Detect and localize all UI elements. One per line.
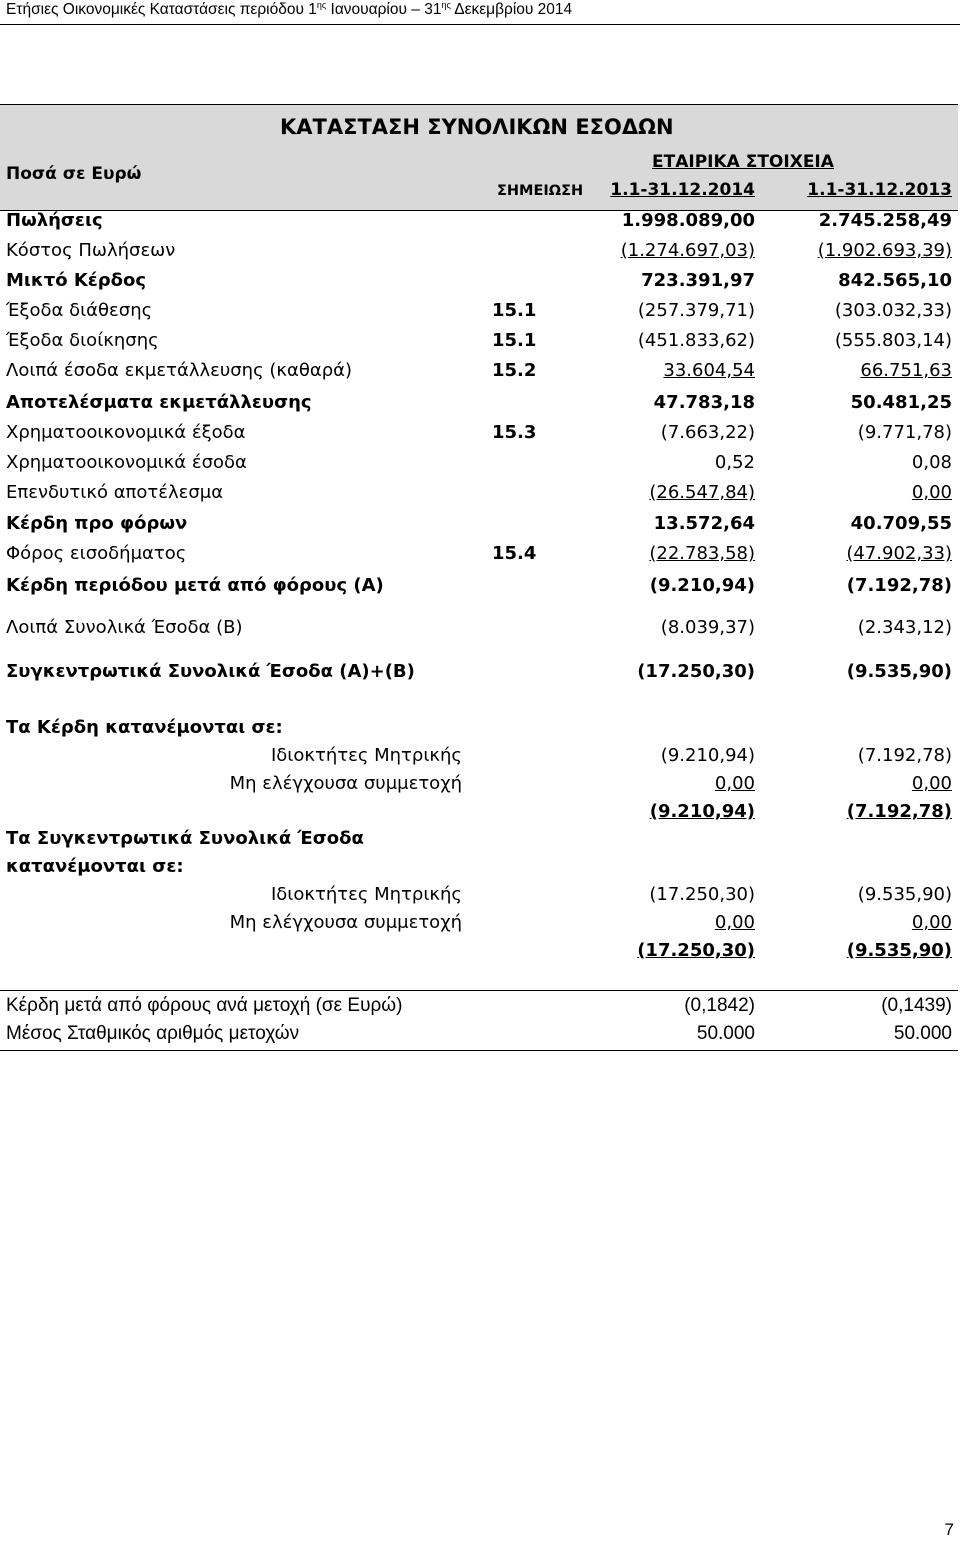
row-label: Μικτό Κέρδος [6, 270, 147, 291]
value-2013: (9.535,90) [846, 661, 952, 682]
note-column-header: ΣΗΜΕΙΩΣΗ [497, 183, 584, 199]
table-row [0, 452, 960, 480]
value-2014: 50.000 [696, 1023, 755, 1044]
company-data-label: ΕΤΑΙΡΙΚΑ ΣΤΟΙΧΕΙΑ [652, 152, 834, 172]
value-2013: 0,00 [911, 482, 952, 503]
table-row [0, 1023, 960, 1051]
amounts-label: Ποσά σε Ευρώ [6, 164, 142, 184]
total-2013: (9.535,90) [846, 940, 952, 961]
value-2014: (7.663,22) [660, 422, 755, 443]
value-2013: (9.771,78) [857, 422, 952, 443]
value-2013: (2.343,12) [857, 617, 952, 638]
table-row [0, 360, 960, 388]
row-label: Λοιπά έσοδα εκμετάλλευσης (καθαρά) [6, 360, 353, 381]
total-2014: (17.250,30) [637, 940, 755, 961]
running-title-part: Ετήσιες Οικονομικές Καταστάσεις περιόδου 1 [6, 1, 317, 19]
table-row [0, 543, 960, 571]
value-2013: (1.902.693,39) [817, 240, 952, 261]
row-label: Μη ελέγχουσα συμμετοχή [229, 773, 462, 794]
ci-allocation-heading [0, 828, 960, 856]
running-title-part: Ιανουαρίου – 31 [326, 1, 442, 19]
divider [0, 1050, 958, 1051]
value-2014: (1.274.697,03) [620, 240, 755, 261]
row-label: Φόρος εισοδήματος [6, 543, 187, 564]
table-row [0, 884, 960, 912]
ci-allocation-heading-line2 [0, 856, 960, 884]
row-label: Κέρδη περιόδου μετά από φόρους (Α) [6, 575, 384, 596]
table-row [0, 912, 960, 940]
note-ref: 15.4 [492, 543, 537, 564]
section-heading: Τα Συγκεντρωτικά Συνολικά Έσοδα [6, 828, 364, 849]
row-label: Συγκεντρωτικά Συνολικά Έσοδα (Α)+(Β) [6, 661, 415, 682]
shares-label: Μέσος Σταθμικός αριθμός μετοχών [6, 1023, 300, 1044]
value-2014: 47.783,18 [653, 392, 755, 413]
value-2013: (555.803,14) [834, 330, 952, 351]
value-2013: (9.535,90) [857, 884, 952, 905]
table-row [0, 270, 960, 298]
table-row [0, 330, 960, 358]
row-label: Πωλήσεις [6, 210, 103, 231]
table-row [0, 422, 960, 450]
table-row [0, 940, 960, 968]
superscript: ης [316, 0, 327, 10]
value-2014: (8.039,37) [660, 617, 755, 638]
value-2013: 0,00 [911, 773, 952, 794]
row-label: Ιδιοκτήτες Μητρικής [270, 884, 462, 905]
total-2013: (7.192,78) [846, 801, 952, 822]
note-ref: 15.1 [492, 330, 537, 351]
page-number: 7 [944, 1520, 954, 1539]
value-2013: (7.192,78) [846, 575, 952, 596]
row-label: Λοιπά Συνολικά Έσοδα (Β) [6, 617, 243, 638]
note-ref: 15.3 [492, 422, 537, 443]
value-2013: 66.751,63 [860, 360, 952, 381]
row-label: Χρηματοοικονομικά έσοδα [6, 452, 247, 473]
value-2014: (26.547,84) [649, 482, 755, 503]
note-ref: 15.2 [492, 360, 537, 381]
table-row [0, 392, 960, 420]
running-header [6, 0, 572, 19]
value-2013: 2.745.258,49 [818, 210, 952, 231]
value-2014: (257.379,71) [637, 300, 755, 321]
table-row [0, 482, 960, 510]
value-2013: (47.902,33) [846, 543, 952, 564]
value-2013: 50.000 [893, 1023, 952, 1044]
row-label: Επενδυτικό αποτέλεσμα [6, 482, 224, 503]
row-label: Έξοδα διοίκησης [6, 330, 159, 351]
value-2013: 0,00 [911, 912, 952, 933]
note-ref: 15.1 [492, 300, 537, 321]
period-2014-header: 1.1-31.12.2014 [610, 180, 755, 200]
value-2014: 1.998.089,00 [621, 210, 755, 231]
value-2014: (22.783,58) [649, 543, 755, 564]
table-row [0, 661, 960, 689]
row-label: Έξοδα διάθεσης [6, 300, 153, 321]
total-2014: (9.210,94) [649, 801, 755, 822]
table-row [0, 210, 960, 238]
running-title-part: Δεκεμβρίου 2014 [450, 1, 573, 19]
value-2013: (0,1439) [881, 995, 952, 1016]
table-row [0, 575, 960, 603]
table-row [0, 300, 960, 328]
value-2013: 842.565,10 [838, 270, 952, 291]
value-2013: 0,08 [911, 452, 952, 473]
statement-title: ΚΑΤΑΣΤΑΣΗ ΣΥΝΟΛΙΚΩΝ ΕΣΟΔΩΝ [280, 115, 674, 139]
value-2014: 0,52 [714, 452, 755, 473]
row-label: Κόστος Πωλήσεων [6, 240, 176, 261]
period-2013-header: 1.1-31.12.2013 [807, 180, 952, 200]
table-row [0, 240, 960, 268]
value-2013: (7.192,78) [857, 745, 952, 766]
value-2014: (17.250,30) [637, 661, 755, 682]
row-label: Κέρδη προ φόρων [6, 513, 188, 534]
superscript: ης [441, 0, 451, 10]
row-label: Ιδιοκτήτες Μητρικής [270, 745, 462, 766]
value-2014: (17.250,30) [649, 884, 755, 905]
value-2014: (0,1842) [684, 995, 755, 1016]
value-2014: 33.604,54 [663, 360, 755, 381]
value-2014: 723.391,97 [641, 270, 755, 291]
value-2014: (451.833,62) [637, 330, 755, 351]
value-2014: (9.210,94) [660, 745, 755, 766]
value-2014: 0,00 [714, 773, 755, 794]
profit-allocation-heading [0, 717, 960, 745]
row-label: Αποτελέσματα εκμετάλλευσης [6, 392, 312, 413]
table-row [0, 745, 960, 773]
value-2014: 13.572,64 [653, 513, 755, 534]
value-2014: (9.210,94) [649, 575, 755, 596]
table-row [0, 617, 960, 645]
table-row [0, 801, 960, 829]
value-2013: 40.709,55 [850, 513, 952, 534]
value-2013: 50.481,25 [850, 392, 952, 413]
table-row [0, 513, 960, 541]
divider [0, 990, 958, 991]
header-divider [0, 24, 960, 25]
eps-label: Κέρδη μετά από φόρους ανά μετοχή (σε Ευρώ) [6, 995, 403, 1016]
value-2013: (303.032,33) [834, 300, 952, 321]
row-label: Μη ελέγχουσα συμμετοχή [229, 912, 462, 933]
row-label: Χρηματοοικονομικά έξοδα [6, 422, 246, 443]
table-row [0, 995, 960, 1023]
section-heading: Τα Κέρδη κατανέμονται σε: [6, 717, 283, 738]
section-heading: κατανέμονται σε: [6, 856, 184, 877]
value-2014: 0,00 [714, 912, 755, 933]
table-row [0, 773, 960, 801]
